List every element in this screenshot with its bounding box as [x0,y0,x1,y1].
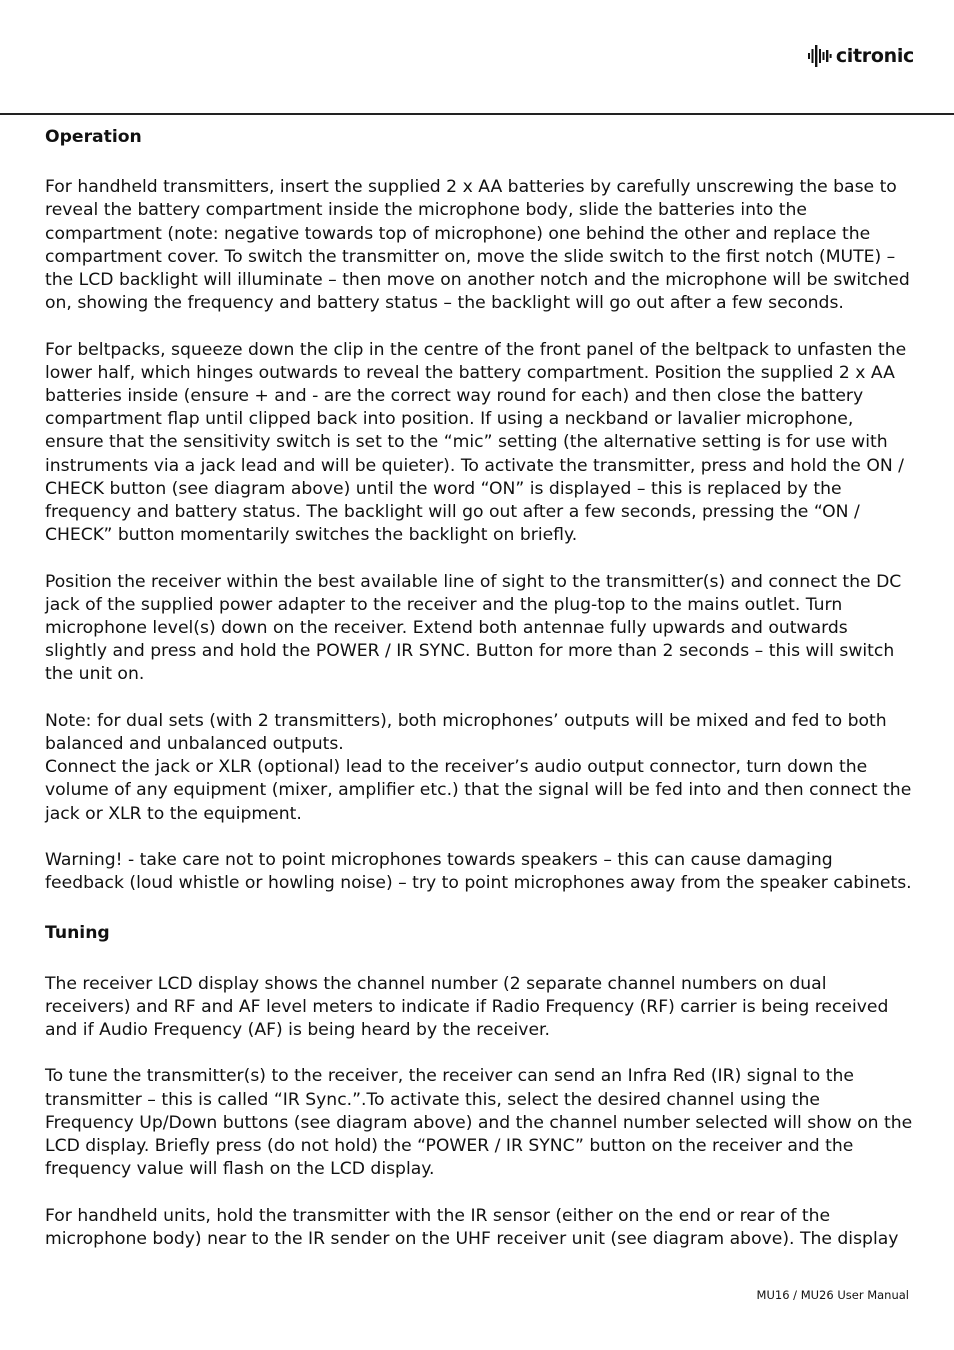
operation-paragraph-4: Connect the jack or XLR (optional) lead to the receiver’s audio output connector, turn down the volume of any equipment (mixer, amplifier etc.) that the signal will be fed into and then connect the jack or XLR to the equipment. [45,757,912,824]
operation-warning: Warning! - take care not to point microphones towards speakers – this can cause damaging feedback (loud whistle or howling noise) – try to point microphones away from the speaker cabinets. [45,850,912,894]
brand-logo [808,42,914,70]
operation-paragraph-2: For beltpacks, squeeze down the clip in the centre of the front panel of the beltpack to unfasten the lower half, which hinges outwards to reveal the battery compartment. Position the supplied 2 x AA batteries inside (ensure + and - are the correct way round for each) and then close the battery compartment flap until clipped back into position. If using a neckband or lavalier microphone, ensure that the sensitivity switch is set to the “mic” setting (the alternative setting is for use with instruments via a jack lead and will be quieter). To activate the transmitter, press and hold the ON / CHECK button (see diagram above) until the word “ON” is displayed – this is replaced by the frequency and battery status. The backlight will go out after a few seconds, pressing the “ON / CHECK” button momentarily switches the backlight on briefly. [45,339,907,546]
footer-manual-title: MU16 / MU26 User Manual [756,1288,909,1302]
operation-paragraph-3: Position the receiver within the best available line of sight to the transmitter(s) and connect the DC jack of the supplied power adapter to the receiver and the plug-top to the mains outlet. Turn microphone level(s) down on the receiver. Extend both antennae fully upwards and outwards slightly and press and hold the POWER / IR SYNC. Button for more than 2 seconds – this will switch the unit on. [45,571,902,685]
tuning-paragraph-2: To tune the transmitter(s) to the receiver, the receiver can send an Infra Red (IR) signal to the transmitter – this is called “IR Sync.”.To activate this, select the desired channel using the Frequency Up/Down buttons (see diagram above) and the channel number selected will show on the LCD display. Briefly press (do not hold) the “POWER / IR SYNC” button on the receiver and the frequency value will flash on the LCD display. [45,1066,913,1180]
waveform-logo-icon [808,44,832,68]
operation-paragraph-1: For handheld transmitters, insert the supplied 2 x AA batteries by carefully unscrewing the base to reveal the battery compartment inside the microphone body, slide the batteries into the compartment (note: negative towards top of microphone) one behind the other and replace the compartment cover. To switch the transmitter on, move the slide switch to the first notch (MUTE) – the LCD backlight will illuminate – then move on another notch and the microphone will be switched on, showing the frequency and battery status – the backlight will go out after a few seconds. [45,177,910,314]
header-divider [0,113,954,115]
tuning-paragraph-1: The receiver LCD display shows the channel number (2 separate channel numbers on dual receivers) and RF and AF level meters to indicate if Radio Frequency (RF) carrier is being received and if Audio Frequency (AF) is being heard by the receiver. [45,973,889,1041]
document-body [45,126,913,1251]
brand-name: citronic [835,45,914,67]
heading-operation: Operation [45,127,142,147]
tuning-paragraph-3: For handheld units, hold the transmitter with the IR sensor (either on the end or rear of the microphone body) near to the IR sender on the UHF receiver unit (see diagram above). The display [45,1205,899,1249]
operation-note: Note: for dual sets (with 2 transmitters), both microphones’ outputs will be mixed and fed to both balanced and unbalanced outputs. [45,710,887,755]
heading-tuning: Tuning [45,923,110,944]
